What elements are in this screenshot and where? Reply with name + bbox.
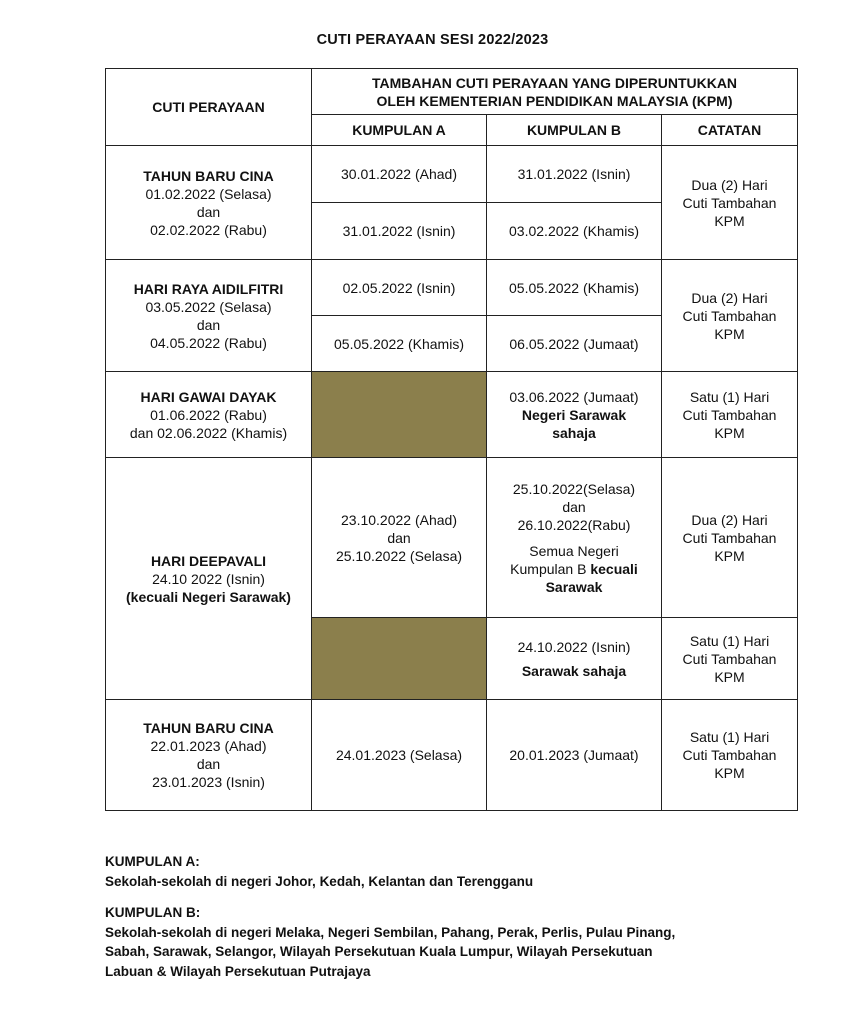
header-cuti-perayaan: CUTI PERAYAAN [106,69,312,146]
catatan-line: Satu (1) Hari [689,388,770,405]
catatan-line: KPM [714,424,745,441]
kumpulan-a-cell: 02.05.2022 (Isnin) [312,260,487,316]
holiday-cny-2022 [106,146,312,260]
header-tambahan-line2: OLEH KEMENTERIAN PENDIDIKAN MALAYSIA (KPM) [376,92,733,109]
header-catatan: CATATAN [662,115,798,146]
catatan-cell [662,372,798,458]
holiday-date: 24.10 2022 (Isnin) [152,570,265,587]
date-text: 25.10.2022 (Selasa) [335,547,463,564]
scope-text: Sarawak sahaja [521,662,627,679]
holiday-date: 01.06.2022 (Rabu) [150,406,267,423]
catatan-line: Dua (2) Hari [691,289,768,306]
catatan-line: Cuti Tambahan [682,650,777,667]
kumpulan-b-cell: 03.02.2022 (Khamis) [487,203,662,260]
scope-text: sahaja [552,424,596,441]
kumpulan-a-label: KUMPULAN A: [105,854,200,869]
holiday-dan: dan [196,756,221,772]
kumpulan-b-cell [487,618,662,700]
holiday-name: HARI GAWAI DAYAK [140,388,277,405]
catatan-line: KPM [714,212,745,229]
header-kumpulan-b: KUMPULAN B [487,115,662,146]
catatan-cell [662,700,798,811]
catatan-line: KPM [714,765,745,781]
catatan-line: Cuti Tambahan [682,406,777,423]
kumpulan-a-cell: 31.01.2022 (Isnin) [312,203,487,260]
catatan-cell [662,260,798,372]
holiday-name: HARI DEEPAVALI [150,552,267,569]
catatan-line: Cuti Tambahan [682,747,777,763]
dan-text: dan [562,498,586,515]
date-text: 25.10.2022(Selasa) [512,480,636,497]
holiday-date: 23.01.2023 (Isnin) [152,774,265,790]
catatan-line: KPM [714,668,745,685]
holiday-gawai [106,372,312,458]
catatan-line: KPM [714,547,745,564]
holiday-table [105,68,798,811]
catatan-cell [662,458,798,618]
holiday-date: 22.01.2023 (Ahad) [150,738,267,754]
catatan-line: KPM [714,325,745,342]
document-title: CUTI PERAYAAN SESI 2022/2023 [316,32,549,48]
catatan-line: Cuti Tambahan [682,307,777,324]
date-text: 26.10.2022(Rabu) [517,516,631,533]
holiday-raya [106,260,312,372]
kumpulan-a-cell: 24.01.2023 (Selasa) [312,700,487,811]
scope-text: Negeri Sarawak [521,406,627,423]
kumpulan-a-description: Sekolah-sekolah di negeri Johor, Kedah, Kelantan dan Terengganu [105,873,534,889]
date-text: 23.10.2022 (Ahad) [341,511,457,528]
kumpulan-b-cell: 05.05.2022 (Khamis) [487,260,662,316]
holiday-name: HARI RAYA AIDILFITRI [133,280,284,297]
blank-shaded-cell [312,372,487,458]
catatan-cell [662,146,798,260]
blank-shaded-cell [312,618,487,700]
catatan-line: Dua (2) Hari [691,511,768,528]
scope-text-bold: Sarawak [545,578,603,595]
scope-text-bold: kecuali [590,560,638,577]
scope-text: Semua Negeri [529,542,619,559]
catatan-line: Cuti Tambahan [682,529,777,546]
kumpulan-b-description-line: Sekolah-sekolah di negeri Melaka, Negeri Sembilan, Pahang, Perak, Perlis, Pulau Pinang, [105,924,676,940]
holiday-deepavali [106,458,312,700]
group-notes [105,852,805,981]
catatan-line: Dua (2) Hari [691,176,768,193]
kumpulan-b-description-line: Labuan & Wilayah Persekutuan Putrajaya [105,963,371,979]
holiday-dan: dan [196,316,221,333]
kumpulan-b-cell: 31.01.2022 (Isnin) [487,146,662,203]
catatan-cell [662,618,798,700]
holiday-exception: (kecuali Negeri Sarawak) [126,588,291,605]
holiday-name: TAHUN BARU CINA [143,720,274,736]
catatan-line: Satu (1) Hari [689,729,770,745]
kumpulan-b-cell [487,372,662,458]
dan-text: dan [387,529,411,546]
date-text: 24.10.2022 (Isnin) [517,638,631,655]
holiday-name: TAHUN BARU CINA [143,167,274,184]
date-text: 03.06.2022 (Jumaat) [509,388,639,405]
kumpulan-a-cell: 05.05.2022 (Khamis) [312,316,487,372]
catatan-line: Cuti Tambahan [682,194,777,211]
holiday-date: dan 02.06.2022 (Khamis) [129,424,288,441]
holiday-date: 04.05.2022 (Rabu) [150,334,267,351]
holiday-cny-2023 [106,700,312,811]
holiday-date: 03.05.2022 (Selasa) [145,298,272,315]
header-tambahan-line1: TAMBAHAN CUTI PERAYAAN YANG DIPERUNTUKKAN [371,74,738,91]
kumpulan-a-cell: 30.01.2022 (Ahad) [312,146,487,203]
catatan-line: Satu (1) Hari [689,632,770,649]
kumpulan-b-label: KUMPULAN B: [105,905,201,920]
header-tambahan [312,69,798,115]
header-kumpulan-a: KUMPULAN A [312,115,487,146]
holiday-date: 01.02.2022 (Selasa) [145,185,272,202]
holiday-date: 02.02.2022 (Rabu) [150,221,267,238]
holiday-dan: dan [196,203,221,220]
kumpulan-b-cell: 06.05.2022 (Jumaat) [487,316,662,372]
scope-text: Kumpulan B [510,560,587,577]
kumpulan-b-description-line: Sabah, Sarawak, Selangor, Wilayah Persekutuan Kuala Lumpur, Wilayah Persekutuan [105,944,653,959]
kumpulan-a-cell [312,458,487,618]
kumpulan-b-cell [487,458,662,618]
kumpulan-b-cell: 20.01.2023 (Jumaat) [487,700,662,811]
